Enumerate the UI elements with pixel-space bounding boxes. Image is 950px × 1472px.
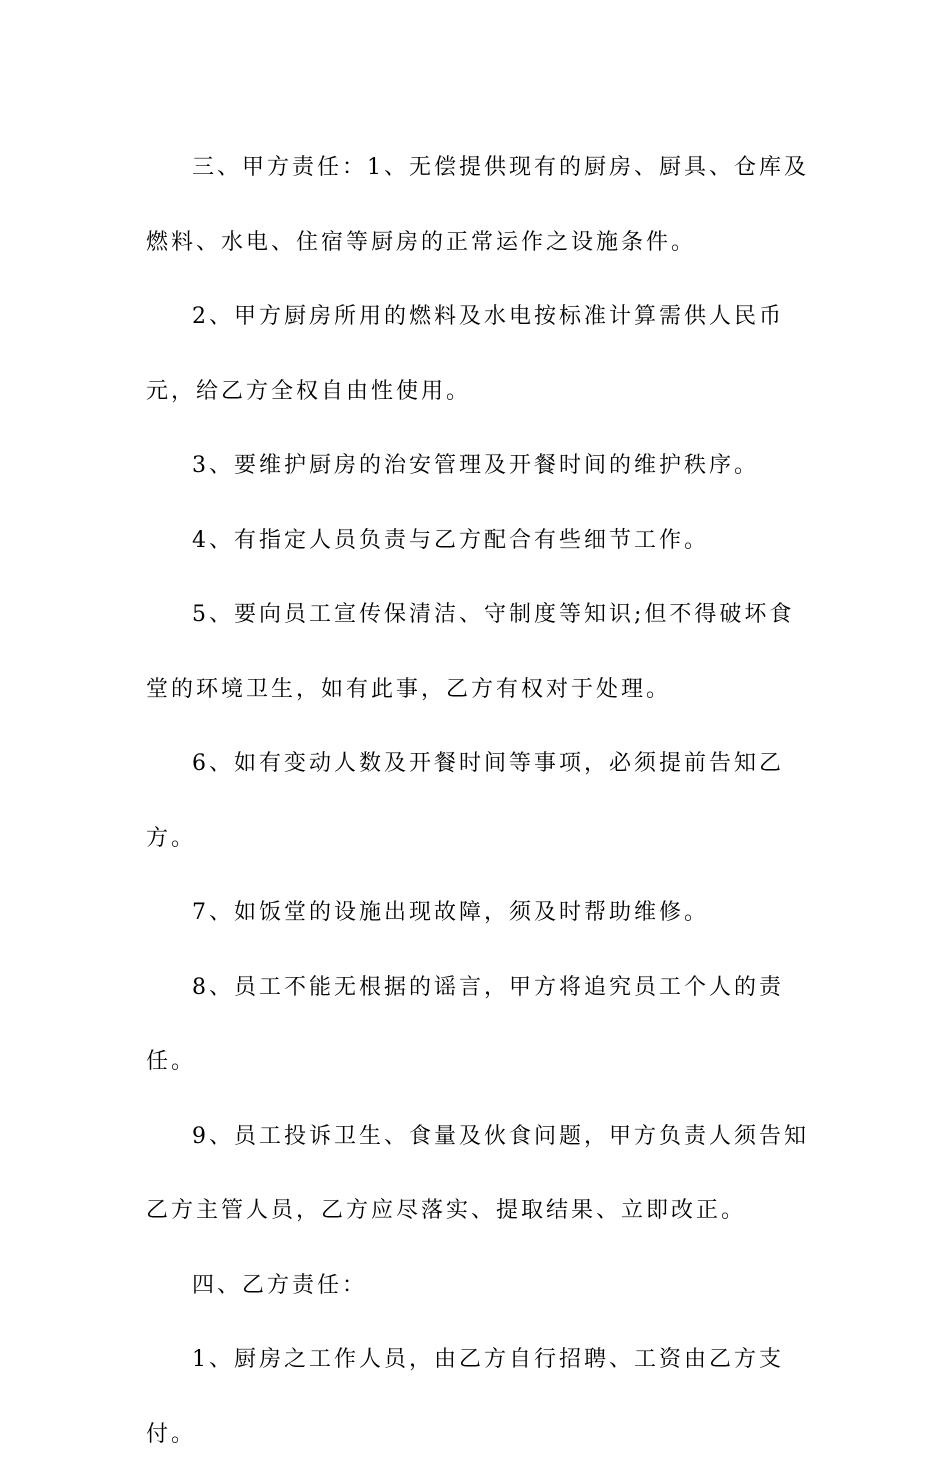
paragraph-party-a-duty-1: 三、甲方责任：1、无偿提供现有的厨房、厨具、仓库及燃料、水电、住宿等厨房的正常运作之设施条件。 — [146, 155, 809, 255]
paragraph-party-a-duty-2: 2、甲方厨房所用的燃料及水电按标准计算需供人民币元，给乙方全权自由性使用。 — [146, 304, 784, 404]
paragraph-party-a-duty-5: 5、要向员工宣传保清洁、守制度等知识;但不得破坏食堂的环境卫生，如有此事，乙方有权对于处理。 — [146, 602, 795, 702]
paragraph-party-a-duty-8: 8、员工不能无根据的谣言，甲方将追究员工个人的责任。 — [146, 974, 784, 1074]
paragraph-party-a-duty-3: 3、要维护厨房的治安管理及开餐时间的维护秩序。 — [192, 453, 759, 478]
paragraph-party-a-duty-6: 6、如有变动人数及开餐时间等事项，必须提前告知乙方。 — [146, 751, 784, 851]
paragraph-party-a-duty-7: 7、如饭堂的设施出现故障，须及时帮助维修。 — [192, 900, 709, 925]
section-heading-party-b: 四、乙方责任： — [192, 1272, 368, 1298]
paragraph-party-a-duty-4: 4、有指定人员负责与乙方配合有些细节工作。 — [192, 527, 709, 553]
paragraph-party-b-duty-1: 1、厨房之工作人员，由乙方自行招聘、工资由乙方支付。 — [146, 1347, 784, 1447]
paragraph-party-a-duty-9: 9、员工投诉卫生、食量及伙食问题，甲方负责人须告知乙方主管人员，乙方应尽落实、提取结果、立即改正。 — [146, 1123, 809, 1223]
document-body — [146, 131, 810, 1472]
